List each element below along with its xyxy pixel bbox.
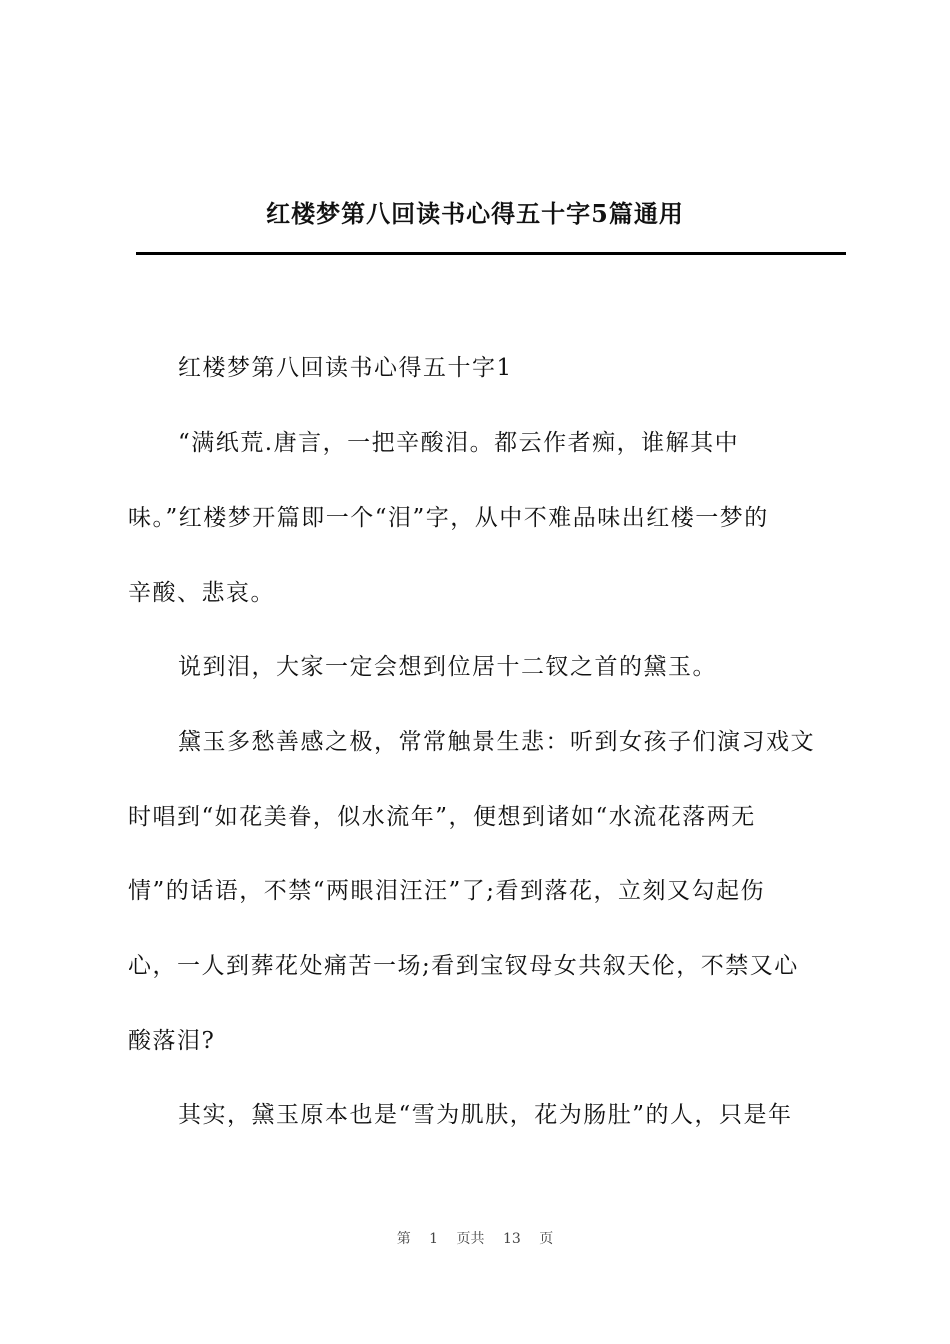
body-line: 其实，黛玉原本也是“雪为肌肤，花为肠肚”的人，只是年 [178, 1102, 793, 1128]
body-line: 辛酸、悲哀。 [128, 580, 275, 606]
current-page-number: 1 [429, 1231, 439, 1247]
body-line: 心，一人到葬花处痛苦一场;看到宝钗母女共叙天伦，不禁又心 [128, 953, 799, 979]
body-line: 情”的话语，不禁“两眼泪汪汪”了;看到落花，立刻又勾起伤 [128, 878, 766, 904]
footer-mid: 页共 [456, 1231, 485, 1247]
section-heading: 红楼梦第八回读书心得五十字1 [178, 355, 513, 381]
page-footer [0, 1228, 950, 1250]
footer-suffix: 页 [539, 1231, 554, 1247]
body-line: 说到泪，大家一定会想到位居十二钗之首的黛玉。 [178, 654, 717, 680]
total-pages-number: 13 [503, 1231, 521, 1247]
footer-prefix: 第 [396, 1231, 411, 1247]
body-line: 黛玉多愁善感之极，常常触景生悲：听到女孩子们演习戏文 [178, 729, 815, 755]
document-title: 红楼梦第八回读书心得五十字5篇通用 [266, 199, 684, 228]
title-underline [136, 252, 846, 255]
body-line: 酸落泪? [128, 1028, 216, 1054]
body-line: 时唱到“如花美眷，似水流年”，便想到诸如“水流花落两无 [128, 804, 756, 830]
body-line: 味。”红楼梦开篇即一个“泪”字，从中不难品味出红楼一梦的 [128, 505, 769, 531]
body-line: “满纸荒.唐言，一把辛酸泪。都云作者痴，谁解其中 [178, 430, 740, 456]
